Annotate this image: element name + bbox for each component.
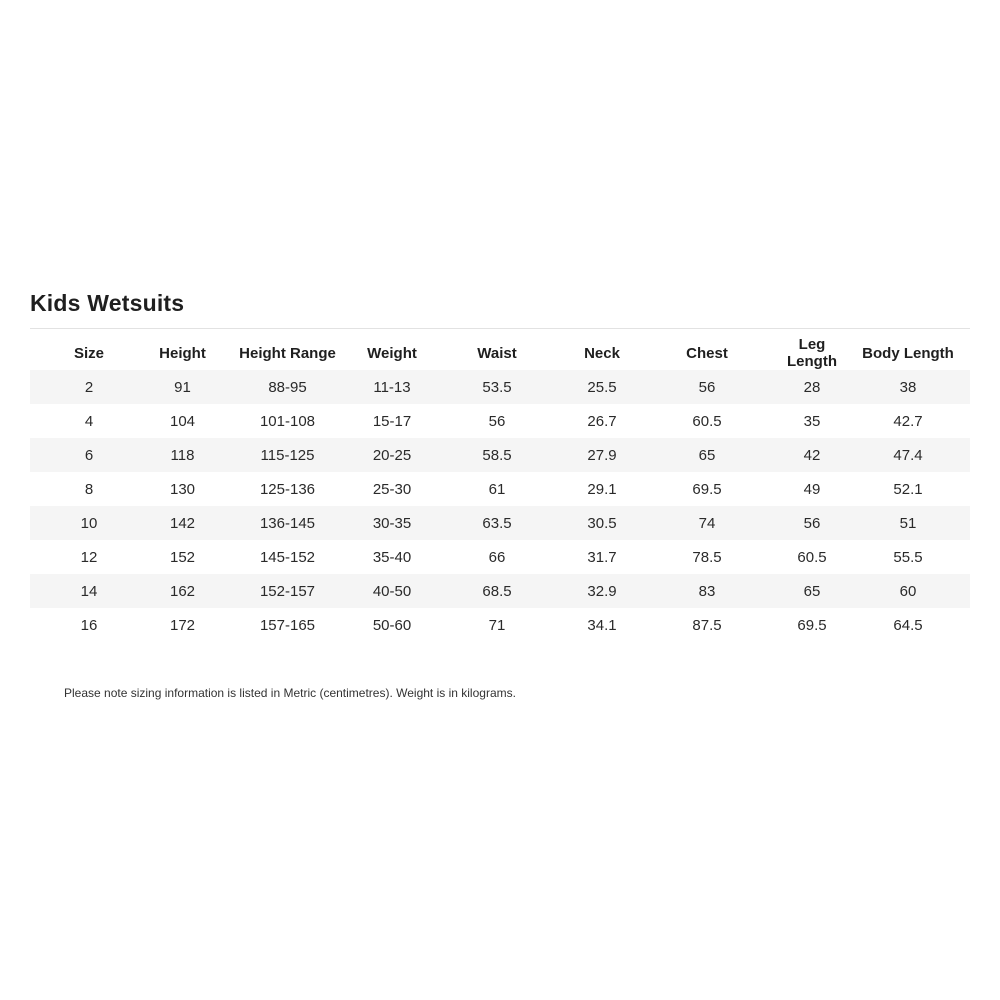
column-header-height-range: Height Range bbox=[239, 344, 336, 362]
cell-chest: 83 bbox=[698, 582, 716, 600]
cell-waist: 66 bbox=[488, 548, 506, 566]
cell-waist: 58.5 bbox=[482, 446, 512, 464]
cell-size: 6 bbox=[84, 446, 94, 464]
cell-size: 12 bbox=[80, 548, 98, 566]
table-row bbox=[30, 404, 970, 438]
cell-height-range: 157-165 bbox=[259, 616, 316, 634]
cell-weight: 15-17 bbox=[372, 412, 412, 430]
cell-leg-length: 69.5 bbox=[797, 616, 827, 634]
column-header-size: Size bbox=[73, 344, 104, 362]
cell-weight: 35-40 bbox=[372, 548, 412, 566]
cell-height: 104 bbox=[169, 412, 196, 430]
cell-body-length: 52.1 bbox=[893, 480, 923, 498]
cell-height: 118 bbox=[170, 446, 195, 464]
table-row bbox=[30, 574, 970, 608]
cell-height: 142 bbox=[169, 514, 196, 532]
cell-size: 10 bbox=[80, 514, 98, 532]
cell-weight: 50-60 bbox=[372, 616, 412, 634]
cell-size: 2 bbox=[84, 378, 94, 396]
column-header-body-length: Body Length bbox=[862, 344, 954, 362]
cell-leg-length: 56 bbox=[803, 514, 821, 532]
table-row bbox=[30, 608, 970, 642]
cell-neck: 27.9 bbox=[587, 446, 617, 464]
cell-leg-length: 42 bbox=[803, 446, 821, 464]
cell-body-length: 60 bbox=[899, 582, 917, 600]
column-header-leg-length: Leg Length bbox=[787, 336, 837, 370]
cell-chest: 60.5 bbox=[692, 412, 722, 430]
cell-leg-length: 49 bbox=[803, 480, 821, 498]
table-header-row bbox=[30, 336, 970, 370]
cell-height: 172 bbox=[169, 616, 196, 634]
table-row bbox=[30, 438, 970, 472]
cell-height-range: 88-95 bbox=[268, 378, 307, 396]
cell-neck: 30.5 bbox=[587, 514, 617, 532]
table-row bbox=[30, 370, 970, 404]
cell-neck: 26.7 bbox=[587, 412, 617, 430]
cell-leg-length: 35 bbox=[803, 412, 821, 430]
cell-neck: 31.7 bbox=[587, 548, 617, 566]
cell-height: 91 bbox=[174, 378, 191, 396]
size-chart-table bbox=[30, 336, 970, 642]
column-header-waist: Waist bbox=[477, 344, 517, 362]
cell-height: 152 bbox=[169, 548, 196, 566]
cell-leg-length: 65 bbox=[803, 582, 821, 600]
cell-waist: 53.5 bbox=[482, 378, 512, 396]
cell-size: 16 bbox=[80, 616, 98, 634]
cell-height-range: 115-125 bbox=[260, 446, 315, 464]
cell-waist: 61 bbox=[488, 480, 506, 498]
column-header-weight: Weight bbox=[367, 344, 417, 362]
cell-chest: 69.5 bbox=[692, 480, 722, 498]
cell-chest: 65 bbox=[698, 446, 716, 464]
cell-weight: 20-25 bbox=[372, 446, 412, 464]
cell-height-range: 125-136 bbox=[259, 480, 316, 498]
cell-neck: 32.9 bbox=[587, 582, 617, 600]
cell-body-length: 47.4 bbox=[893, 446, 923, 464]
cell-leg-length: 60.5 bbox=[797, 548, 827, 566]
cell-body-length: 64.5 bbox=[893, 616, 923, 634]
cell-leg-length: 28 bbox=[803, 378, 821, 396]
cell-height: 162 bbox=[169, 582, 196, 600]
table-row bbox=[30, 472, 970, 506]
column-header-neck: Neck bbox=[584, 344, 620, 362]
cell-neck: 34.1 bbox=[587, 616, 617, 634]
cell-waist: 68.5 bbox=[482, 582, 512, 600]
cell-weight: 30-35 bbox=[372, 514, 412, 532]
cell-height-range: 152-157 bbox=[259, 582, 316, 600]
cell-waist: 63.5 bbox=[482, 514, 512, 532]
cell-waist: 56 bbox=[488, 412, 506, 430]
title-divider bbox=[30, 328, 970, 329]
cell-body-length: 42.7 bbox=[893, 412, 923, 430]
cell-size: 14 bbox=[80, 582, 98, 600]
cell-size: 8 bbox=[84, 480, 94, 498]
cell-body-length: 38 bbox=[899, 378, 917, 396]
cell-weight: 11-13 bbox=[373, 378, 411, 396]
cell-body-length: 55.5 bbox=[893, 548, 923, 566]
column-header-chest: Chest bbox=[686, 344, 728, 362]
table-row bbox=[30, 540, 970, 574]
cell-weight: 25-30 bbox=[372, 480, 412, 498]
cell-chest: 56 bbox=[698, 378, 716, 396]
cell-chest: 78.5 bbox=[692, 548, 722, 566]
cell-neck: 25.5 bbox=[587, 378, 617, 396]
cell-height: 130 bbox=[169, 480, 196, 498]
cell-height-range: 145-152 bbox=[259, 548, 316, 566]
page-title: Kids Wetsuits bbox=[30, 290, 185, 316]
cell-chest: 74 bbox=[698, 514, 716, 532]
table-row bbox=[30, 506, 970, 540]
cell-size: 4 bbox=[84, 412, 94, 430]
cell-chest: 87.5 bbox=[692, 616, 722, 634]
cell-weight: 40-50 bbox=[372, 582, 412, 600]
cell-waist: 71 bbox=[488, 616, 506, 634]
cell-height-range: 101-108 bbox=[259, 412, 316, 430]
cell-neck: 29.1 bbox=[587, 480, 617, 498]
column-header-height: Height bbox=[159, 344, 206, 362]
table-body bbox=[30, 370, 970, 642]
sizing-note: Please note sizing information is listed in Metric (centimetres). Weight is in kilograms. bbox=[64, 686, 516, 700]
cell-height-range: 136-145 bbox=[259, 514, 316, 532]
cell-body-length: 51 bbox=[899, 514, 917, 532]
